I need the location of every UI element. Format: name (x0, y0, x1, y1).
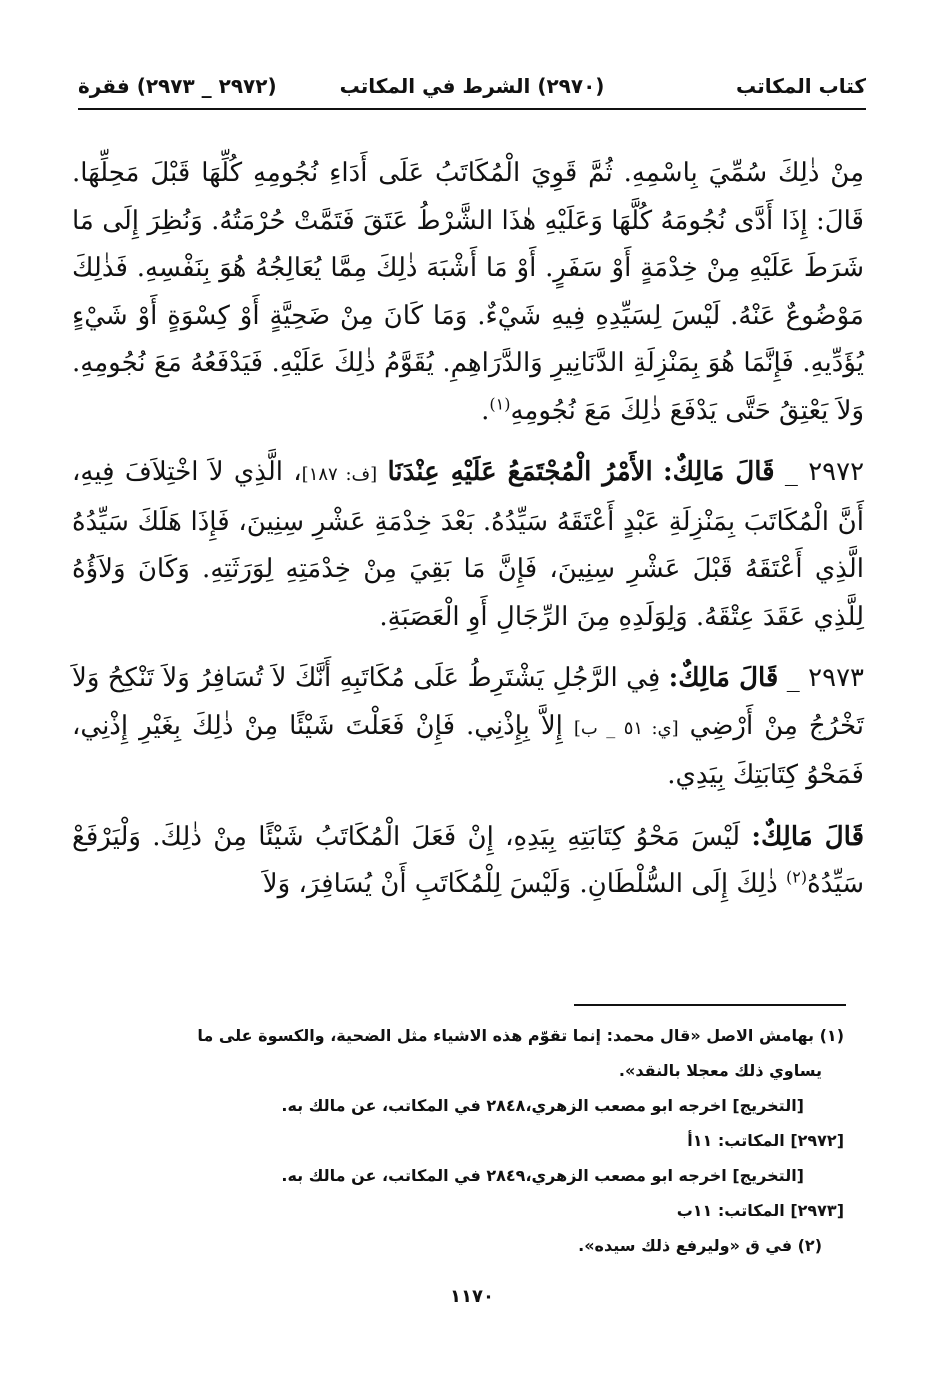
source-ref-2973: [٢٩٧٣] المكاتب: ١١ب (676, 1201, 844, 1220)
manuscript-reference: [ي: ٥١ _ ب] (573, 717, 679, 739)
paragraph-number: ٢٩٧٢ _ (784, 457, 865, 487)
takhrij-2972: [التخريج] اخرجه ابو مصعب الزهري،٢٨٤٨ في المكاتب، عن مالك به. (281, 1096, 804, 1115)
paragraph-text: الأَمْرُ الْمُجْتَمَعُ عَلَيْهِ عِنْدَنَا (387, 457, 653, 487)
paragraph-2972 (72, 449, 864, 641)
speaker-label: قَالَ مَالِكٌ: (751, 821, 865, 852)
paragraph-text: فِي الرَّجُلِ يَشْتَرِطُ عَلَى مُكَاتَبِهِ أَنَّكَ لاَ تُسَافِرُ وَلاَ تَنْكِحُ وَلاَ تَخْرُجُ مِنْ أَرْضِي (72, 663, 864, 741)
footnote-1-line: (١) بهامش الاصل «قال محمد: إنما تقوّم هذه الاشياء مثل الضحية، والكسوة على ما (197, 1026, 844, 1045)
footnote-marker-2: (٢) (786, 867, 808, 887)
source-ref-2972: [٢٩٧٢] المكاتب: ١١أ (687, 1131, 844, 1150)
main-text (72, 150, 864, 923)
paragraph-range: (٢٩٧٢ _ ٢٩٧٣) فقرة (78, 74, 277, 98)
footnotes (72, 1018, 844, 1263)
paragraph-text: إِلاَّ بِإِذْنِي. فَإِنْ فَعَلْتَ شَيْئًا مِنْ ذٰلِكَ بِغَيْرِ إِذْنِي، فَمَحْوُ كِتَابَتِكَ بِيَدِي. (72, 710, 864, 790)
paragraph-text: مِنْ ذٰلِكَ سُمِّيَ بِاسْمِهِ. ثُمَّ قَوِيَ الْمُكَاتَبُ عَلَى أَدَاءِ نُجُومِهِ كُلِّهَا قَبْلَ مَحِلِّهَا. قَالَ: إِذَا أَدَّى نُجُومَهُ كُلَّهَا وَعَلَيْهِ هٰذَا الشَّرْطُ عَتَقَ فَتَمَّتْ حُرْمَتُهُ. وَنُظِرَ إِلَى مَا شَرَطَ عَلَيْهِ مِنْ خِدْمَةٍ أَوْ سَفَرٍ. أَوْ مَا أَشْبَهَ ذٰلِكَ مِمَّا يُعَالِجُهُ هُوَ بِنَفْسِهِ. فَذٰلِكَ مَوْضُوعٌ عَنْهُ. لَيْسَ لِسَيِّدِهِ فِيهِ شَيْءٌ. وَمَا كَانَ مِنْ ضَحِيَّةٍ أَوْ كِسْوَةٍ أَوْ شَيْءٍ يُؤَدِّيهِ. فَإِنَّمَا هُوَ بِمَنْزِلَةِ الدَّنَانِيرِ وَالدَّرَاهِمِ. يُقَوَّمُ ذٰلِكَ عَلَيْهِ. فَيَدْفَعُهُ مَعَ نُجُومِهِ. وَلاَ يَعْتِقُ حَتَّى يَدْفَعَ ذٰلِكَ مَعَ نُجُومِهِ (72, 158, 864, 426)
paragraph-end: . (481, 395, 490, 426)
paragraph-text: ، الَّذِي لاَ اخْتِلاَفَ فِيهِ، أَنَّ الْمُكَاتَبَ بِمَنْزِلَةِ عَبْدٍ أَعْتَقَهُ سَيِّدُهُ. بَعْدَ خِدْمَةِ عَشْرِ سِنِينَ، فَإِذَا هَلَكَ سَيِّدُهُ الَّذِي أَعْتَقَهُ قَبْلَ عَشْرِ سِنِينَ، فَإِنَّ مَا بَقِيَ مِنْ خِدْمَتِهِ لِوَرَثَتِهِ. وَكَانَ وَلاَؤُهُ لِلَّذِي عَقَدَ عِتْقَهُ. وَلِوَلَدِهِ مِنَ الرِّجَالِ أَوِ الْعَصَبَةِ. (72, 457, 864, 632)
paragraph-2973 (72, 655, 864, 800)
footnote-2: (٢) في ق «وليرفع ذلك سيده». (578, 1236, 822, 1255)
paragraph-number: ٢٩٧٣ _ (786, 663, 864, 693)
book-title: كتاب المكاتب (736, 74, 866, 98)
manuscript-reference: [ف: ١٨٧] (301, 464, 378, 485)
header-divider (78, 108, 866, 110)
speaker-label: قَالَ مَالِكٌ: (668, 663, 779, 693)
takhrij-2973: [التخريج] اخرجه ابو مصعب الزهري،٢٨٤٩ في المكاتب، عن مالك به. (281, 1166, 804, 1185)
paragraph-malik-comment (72, 814, 864, 909)
running-header (78, 70, 866, 104)
footnote-1-line: يساوي ذلك معجلا بالنقد». (618, 1061, 822, 1080)
footnote-marker-1: (١) (489, 393, 511, 413)
footnote-divider (574, 1004, 846, 1006)
page-number: ١١٧٠ (450, 1286, 494, 1307)
paragraph-text: لَيْسَ مَحْوُ كِتَابَتِهِ بِيَدِهِ، إِنْ فَعَلَ الْمُكَاتَبُ شَيْئًا مِنْ ذٰلِكَ. وَلْيَرْفَعْ سَيِّدُهُ (72, 821, 864, 899)
paragraph-text: ذٰلِكَ إِلَى السُّلْطَانِ. وَلَيْسَ لِلْمُكَاتَبِ أَنْ يُسَافِرَ، وَلاَ (262, 869, 778, 899)
paragraph-continuation (72, 150, 864, 435)
section-title: (٢٩٧٠) الشرط في المكاتب (339, 74, 605, 98)
speaker-label: قَالَ مَالِكٌ: (663, 457, 775, 487)
